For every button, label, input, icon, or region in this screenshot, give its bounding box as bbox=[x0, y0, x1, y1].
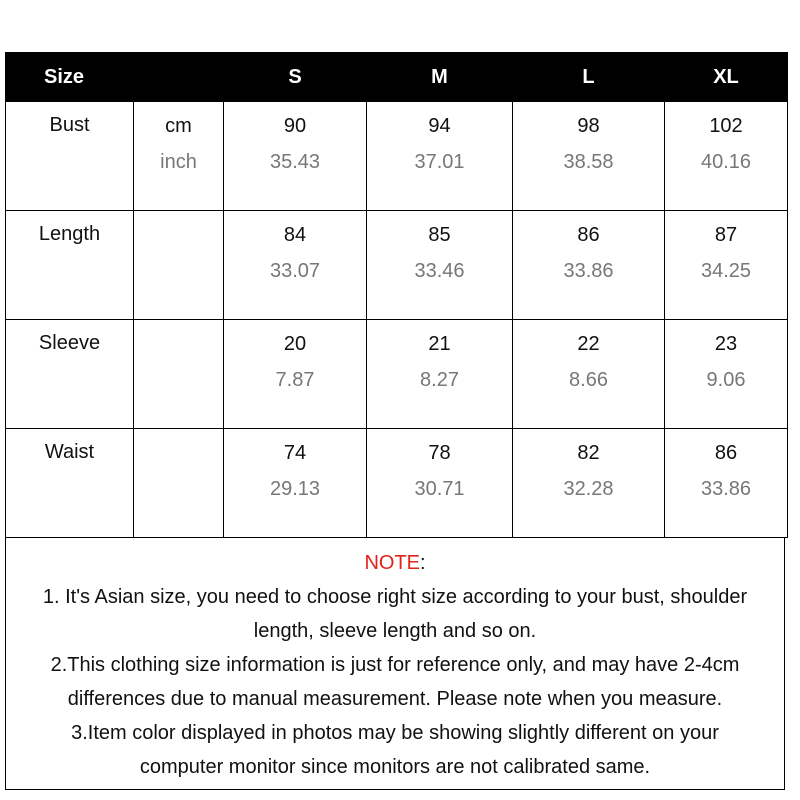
inch-value: 33.86 bbox=[700, 478, 752, 500]
inch-value: 8.27 bbox=[420, 369, 459, 391]
cm-value: 21 bbox=[428, 333, 451, 355]
size-table bbox=[5, 52, 788, 538]
table-row-waist bbox=[6, 429, 788, 538]
value-cell bbox=[367, 320, 513, 429]
unit-cm-label: cm bbox=[165, 115, 192, 137]
value-cell bbox=[665, 429, 788, 538]
inch-value: 9.06 bbox=[706, 369, 746, 391]
cm-value: 74 bbox=[283, 442, 307, 464]
inch-value: 33.46 bbox=[414, 260, 465, 282]
value-cell bbox=[665, 102, 788, 211]
row-label-bust: Bust bbox=[6, 102, 134, 211]
value-cell bbox=[224, 211, 367, 320]
inch-value: 7.87 bbox=[275, 369, 315, 391]
size-header-m: M bbox=[367, 53, 513, 102]
inch-value: 38.58 bbox=[563, 151, 614, 173]
table-row-length bbox=[6, 211, 788, 320]
size-chart bbox=[5, 52, 787, 790]
value-cell bbox=[367, 429, 513, 538]
cm-value: 102 bbox=[709, 115, 743, 137]
note-line: 2.This clothing size information is just for reference only, and may have 2-4cm bbox=[50, 654, 740, 676]
note-title: NOTE bbox=[364, 552, 420, 574]
size-header-l: L bbox=[513, 53, 665, 102]
size-header-label: Size bbox=[6, 53, 224, 102]
value-cell bbox=[367, 102, 513, 211]
row-label-waist: Waist bbox=[6, 429, 134, 538]
inch-value: 29.13 bbox=[269, 478, 321, 500]
cm-value: 86 bbox=[577, 224, 600, 246]
row-label-sleeve: Sleeve bbox=[6, 320, 134, 429]
note-heading bbox=[6, 546, 784, 580]
note-line: computer monitor since monitors are not calibrated same. bbox=[139, 756, 651, 778]
row-label-length: Length bbox=[6, 211, 134, 320]
cm-value: 94 bbox=[428, 115, 451, 137]
notes-box bbox=[5, 538, 785, 790]
cm-value: 78 bbox=[428, 442, 451, 464]
size-header-s: S bbox=[224, 53, 367, 102]
value-cell bbox=[513, 211, 665, 320]
note-line: differences due to manual measurement. Please note when you measure. bbox=[67, 688, 723, 710]
note-line: 1. It's Asian size, you need to choose right size according to your bust, shoulder bbox=[42, 586, 748, 608]
inch-value: 8.66 bbox=[569, 369, 608, 391]
inch-value: 34.25 bbox=[700, 260, 752, 282]
value-cell bbox=[224, 102, 367, 211]
cm-value: 86 bbox=[714, 442, 738, 464]
cm-value: 90 bbox=[283, 115, 307, 137]
cm-value: 85 bbox=[428, 224, 451, 246]
value-cell bbox=[513, 320, 665, 429]
cm-value: 98 bbox=[577, 115, 600, 137]
table-row-sleeve bbox=[6, 320, 788, 429]
cm-value: 20 bbox=[283, 333, 307, 355]
note-line: length, sleeve length and so on. bbox=[253, 620, 537, 642]
inch-value: 32.28 bbox=[563, 478, 614, 500]
size-header-xl: XL bbox=[665, 53, 788, 102]
value-cell bbox=[367, 211, 513, 320]
value-cell bbox=[513, 102, 665, 211]
cm-value: 23 bbox=[714, 333, 738, 355]
unit-inch-label: inch bbox=[160, 151, 197, 173]
inch-value: 33.86 bbox=[563, 260, 614, 282]
cm-value: 22 bbox=[577, 333, 600, 355]
value-cell bbox=[665, 320, 788, 429]
table-row-bust bbox=[6, 102, 788, 211]
cm-value: 87 bbox=[714, 224, 738, 246]
unit-cell bbox=[134, 211, 224, 320]
inch-value: 35.43 bbox=[269, 151, 321, 173]
value-cell bbox=[224, 429, 367, 538]
inch-value: 33.07 bbox=[269, 260, 321, 282]
note-title-suffix: : bbox=[420, 552, 426, 574]
inch-value: 30.71 bbox=[414, 478, 465, 500]
cm-value: 84 bbox=[283, 224, 307, 246]
cm-value: 82 bbox=[577, 442, 600, 464]
unit-cell bbox=[134, 102, 224, 211]
value-cell bbox=[224, 320, 367, 429]
value-cell bbox=[665, 211, 788, 320]
inch-value: 37.01 bbox=[414, 151, 465, 173]
note-line: 3.Item color displayed in photos may be showing slightly different on your bbox=[71, 722, 719, 744]
unit-cell bbox=[134, 320, 224, 429]
header-row bbox=[6, 53, 788, 102]
unit-cell bbox=[134, 429, 224, 538]
value-cell bbox=[513, 429, 665, 538]
inch-value: 40.16 bbox=[700, 151, 752, 173]
